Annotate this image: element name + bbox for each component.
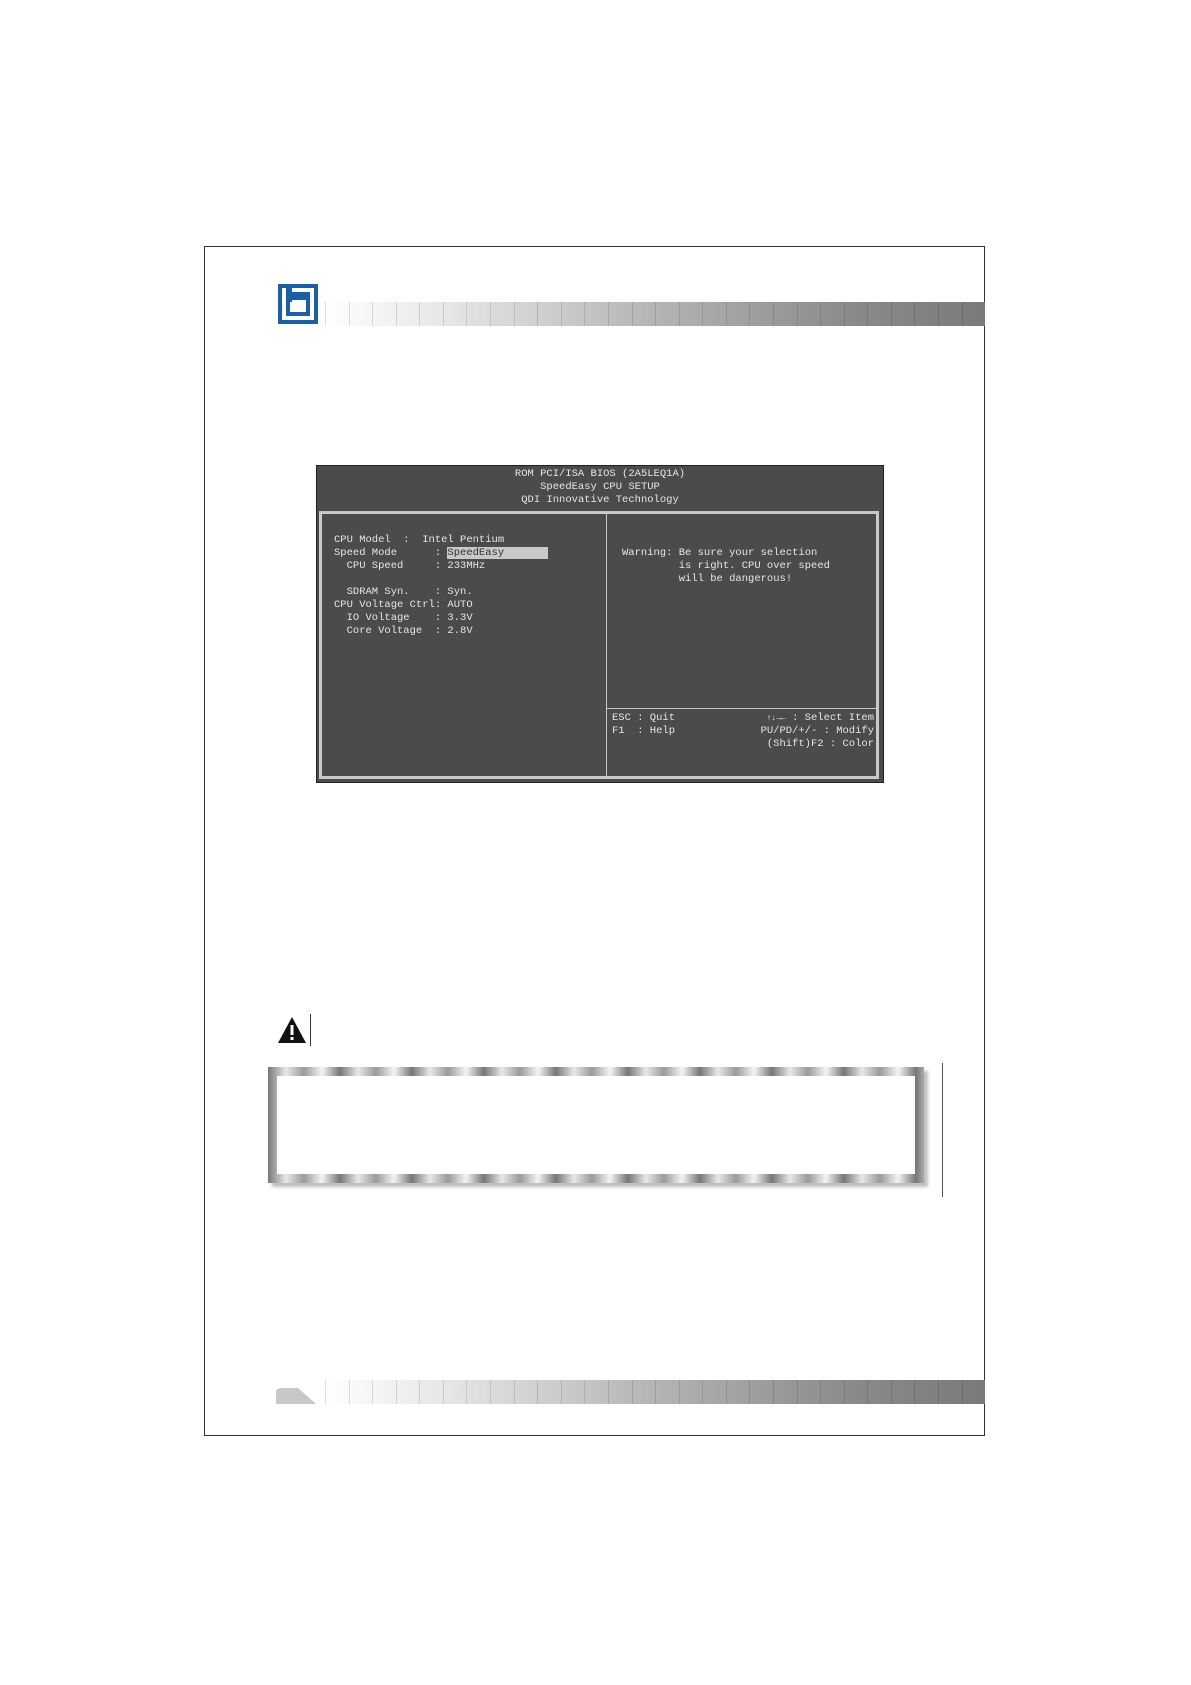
help-select-item: : Select Item xyxy=(792,712,874,724)
help-modify: PU/PD/+/- : Modify xyxy=(760,725,874,737)
cpu-voltage-ctrl-row[interactable]: CPU Voltage Ctrl: AUTO xyxy=(334,599,473,611)
io-voltage-row[interactable]: IO Voltage : 3.3V xyxy=(334,612,473,624)
cpu-speed-row[interactable]: CPU Speed : 233MHz xyxy=(334,560,486,572)
bios-warning xyxy=(622,547,830,586)
bios-title: ROM PCI/ISA BIOS (2A5LEQ1A) xyxy=(514,468,686,480)
caution-side-line xyxy=(942,1063,943,1197)
help-esc-quit: ESC : Quit xyxy=(612,712,676,724)
caution-box xyxy=(268,1067,924,1183)
header-gradient-band xyxy=(325,302,985,326)
bios-panel xyxy=(319,511,879,779)
speed-mode-row[interactable] xyxy=(334,547,548,560)
help-color: (Shift)F2 : Color xyxy=(766,738,874,750)
bios-settings-list xyxy=(334,534,548,638)
sdram-syn-row[interactable]: SDRAM Syn. : Syn. xyxy=(334,586,473,598)
bios-vendor: QDI Innovative Technology xyxy=(521,494,679,506)
page-frame xyxy=(204,246,985,1436)
page-tab-icon xyxy=(276,1386,316,1404)
warning-line-1: Warning: Be sure your selection xyxy=(622,547,818,559)
speed-mode-label: Speed Mode : xyxy=(334,547,448,559)
arrow-keys-icon: ↑↓→← xyxy=(766,714,786,723)
speed-mode-value[interactable]: SpeedEasy xyxy=(447,547,505,559)
bios-subtitle: SpeedEasy CPU SETUP xyxy=(540,481,660,493)
bios-key-help xyxy=(612,712,874,751)
cpu-model-row: CPU Model : Intel Pentium xyxy=(334,534,505,546)
bios-header xyxy=(317,468,883,507)
bios-vertical-divider xyxy=(606,514,607,776)
footer-gradient-band xyxy=(325,1380,985,1404)
core-voltage-row[interactable]: Core Voltage : 2.8V xyxy=(334,625,473,637)
help-f1-help: F1 : Help xyxy=(612,725,676,737)
warning-divider xyxy=(310,1014,311,1046)
warning-triangle-icon xyxy=(277,1016,307,1044)
bios-horizontal-divider xyxy=(606,708,876,709)
brand-logo-icon xyxy=(277,283,319,325)
warning-line-3: will be dangerous! xyxy=(622,573,793,585)
warning-line-2: is right. CPU over speed xyxy=(622,560,830,572)
bios-screen xyxy=(316,465,884,783)
